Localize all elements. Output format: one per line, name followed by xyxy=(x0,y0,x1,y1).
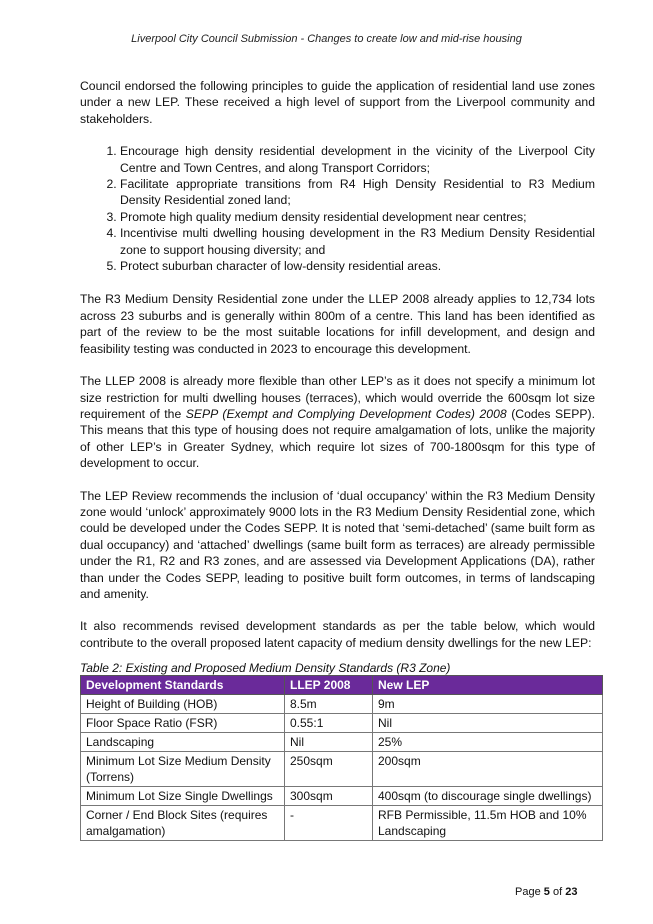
page-header: Liverpool City Council Submission - Changes to create low and mid-rise housing xyxy=(131,33,522,45)
table-cell: 200sqm xyxy=(373,752,603,787)
table-row xyxy=(81,752,603,787)
r3-zone-paragraph: The R3 Medium Density Residential zone under the LLEP 2008 already applies to 12,734 lots across 23 suburbs and is generally within 800m of a centre. This land has been identified as part of the review to be the most suitable locations for infill development, and design and feasibility testing was conducted in 2023 to encourage this development. xyxy=(80,292,595,356)
page-total: 23 xyxy=(565,886,578,898)
table-cell: Corner / End Block Sites (requires amalgamation) xyxy=(81,806,285,841)
list-item: 2. Facilitate appropriate transitions from R4 High Density Residential to R3 Medium Density Residential zoned land; xyxy=(120,176,595,209)
table-cell: 300sqm xyxy=(285,787,373,806)
table-cell: Minimum Lot Size Medium Density (Torrens) xyxy=(81,752,285,787)
table-cell: Nil xyxy=(285,733,373,752)
dual-occupancy-paragraph: The LEP Review recommends the inclusion of ‘dual occupancy’ within the R3 Medium Density zone would ‘unlock’ approximately 9000 lots in the R3 Medium Density Residential zone, which could be developed under the Codes SEPP. It is noted that ‘semi-detached’ (same built form as dual occupancy) and ‘attached’ dwellings (same built form as terraces) are already permissible under the R1, R2 and R3 zones, and are assessed via Development Applications (DA), rather than under the Codes SEPP, leading to positive built form outcomes, in terms of landscaping and amenity. xyxy=(80,488,595,601)
of-label: of xyxy=(552,886,563,898)
table-cell: Height of Building (HOB) xyxy=(81,695,285,714)
column-header: New LEP xyxy=(373,676,603,695)
table-cell: Nil xyxy=(373,714,603,733)
table-cell: Landscaping xyxy=(81,733,285,752)
list-item: 1. Encourage high density residential development in the vicinity of the Liverpool City Centre and Town Centres, and along Transport Corridors; xyxy=(120,143,595,176)
table-row xyxy=(81,806,603,841)
table-cell: Minimum Lot Size Single Dwellings xyxy=(81,787,285,806)
llep-flexibility-paragraph xyxy=(80,373,595,471)
table-cell: RFB Permissible, 11.5m HOB and 10% Landscaping xyxy=(373,806,603,841)
column-header: Development Standards xyxy=(81,676,285,695)
table-header-row xyxy=(81,676,603,695)
page-number xyxy=(515,886,577,898)
table-caption: Table 2: Existing and Proposed Medium Density Standards (R3 Zone) xyxy=(80,661,451,676)
paragraph-text: (Codes SEPP). This means that this type of housing does not require amalgamation of lots, unlike the majority of other LEP’s in Greater Sydney, which require lot sizes of 700-1800sqm for this type of development to occur. xyxy=(80,406,596,471)
column-header: LLEP 2008 xyxy=(285,676,373,695)
table-cell: 9m xyxy=(373,695,603,714)
table-row xyxy=(81,695,603,714)
table-cell: 250sqm xyxy=(285,752,373,787)
table-cell: 25% xyxy=(373,733,603,752)
standards-paragraph: It also recommends revised development standards as per the table below, which would contribute to the overall proposed latent capacity of medium density dwellings for the new LEP: xyxy=(80,619,595,650)
table-cell: 400sqm (to discourage single dwellings) xyxy=(373,787,603,806)
table-cell: Floor Space Ratio (FSR) xyxy=(81,714,285,733)
sepp-title: SEPP (Exempt and Complying Development Codes) 2008 xyxy=(185,406,507,421)
table-row xyxy=(81,733,603,752)
table-row xyxy=(81,714,603,733)
table-row xyxy=(81,787,603,806)
document-body xyxy=(80,78,595,841)
principles-list xyxy=(80,143,595,274)
page-current: 5 xyxy=(543,886,550,898)
paragraph-text: The LLEP 2008 is already more flexible than other LEP’s as it does not specify a minimum lot size restriction for multi dwelling houses (terraces), which would override the 600sqm lot size requirement of the xyxy=(80,374,595,421)
page-label: Page xyxy=(515,886,541,898)
intro-paragraph: Council endorsed the following principles to guide the application of residential land use zones under a new LEP. These received a high level of support from the Liverpool community and stakeholders. xyxy=(80,79,595,126)
standards-table xyxy=(80,675,603,841)
table-cell: - xyxy=(285,806,373,841)
table-cell: 8.5m xyxy=(285,695,373,714)
list-item: 5. Protect suburban character of low-density residential areas. xyxy=(120,258,595,274)
list-item: 4. Incentivise multi dwelling housing development in the R3 Medium Density Residential zone to support housing diversity; and xyxy=(120,225,595,258)
table-cell: 0.55:1 xyxy=(285,714,373,733)
list-item: 3. Promote high quality medium density residential development near centres; xyxy=(120,209,595,225)
